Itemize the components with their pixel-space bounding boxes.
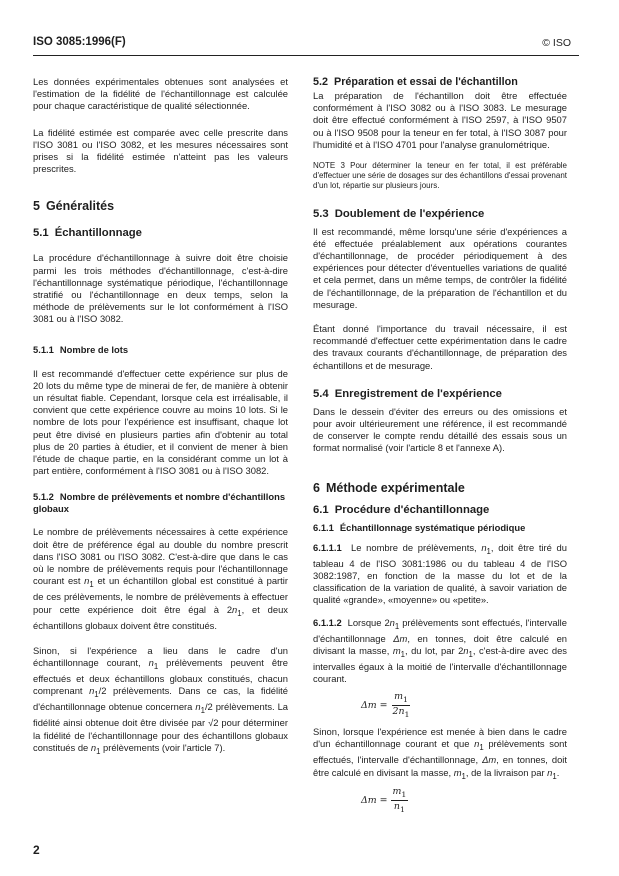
paragraph: La fidélité estimée est comparée avec celle prescrite dans l'ISO 3081 ou l'ISO 3082, et les mesures nécessaires sont prises si la fidélité estimée n'atteint pas les valeurs prescrites.	[33, 126, 288, 175]
paragraph: La procédure d'échantillonnage à suivre doit être choisie parmi les trois méthodes d'échantillonnage, c'est-à-dire l'échantillonnage systématique périodique, l'échantillonnage stratifié ou l'échantillonnage en deux temps, selon la méthode de prélèvements sur le lot conformément à l'ISO 3081 ou à l'ISO 3082.	[33, 252, 288, 325]
sqrt-symbol: √2	[208, 717, 219, 729]
paragraph: Sinon, si l'expérience a lieu dans le cadre d'un échantillonnage courant, $n_1$ prélèvements peuvent être effectués et deux échantillons globaux constitués, chacun comprenant $n_1/2$ prélèvements. Dans ce cas, la fidélité d'échantillonnage obtenue concernera $n_1/2$ prélèvements. La fidélité ainsi obtenue doit être divisée par √2 pour déterminer la fidélité de l'échantillonnage pour des échantillons globaux constitués de $n_1$ prélèvements (voir l'article 7).	[33, 644, 289, 756]
subsection-heading: 5.3 Doublement de l'expérience	[313, 207, 485, 220]
paragraph: La préparation de l'échantillon doit être effectuée conformément à l'ISO 3082 ou à l'ISO 3083. Le mesurage doit être effectué conformément à l'ISO 2597, à l'ISO 9507 ou à l'ISO 9508 pour la teneur en fer total, à l'ISO 3087 pour l'humidité et à l'ISO 4701 pour l'analyse granulométrique.	[313, 90, 567, 150]
paragraph: Étant donné l'importance du travail nécessaire, il est recommandé d'effectuer cette expérimentation dans le cadre des travaux courants d'échantillonnage, de préparation des échantillons et de mesurage.	[313, 323, 567, 371]
formula: Δm = $\frac{m_1}{n_1}$	[361, 785, 407, 814]
paragraph: Dans le dessein d'éviter des erreurs ou des omissions et pour avoir ultérieurement une référence, il est recommandé de conserver le compte rendu détaillé des essais sous un format normalisé (voir l'article 8 et l'annexe A).	[313, 405, 567, 454]
subsection-heading: 5.1 Échantillonnage	[33, 227, 142, 240]
formula: Δm = $\frac{m_1}{2n_1}$	[361, 691, 410, 720]
section-heading: 5 Généralités	[33, 199, 115, 214]
standard-reference: ISO 3085:1996(F)	[33, 36, 126, 48]
paragraph: 6.1.1.1 Le nombre de prélèvements, $n_1$, doit être tiré du tableau 4 de l'ISO 3081:1986 ou du tableau 4 de l'ISO 3082:1987, en fonction de la masse du lot et de la classification de la variation de qualité, à savoir variation de qualité «grande», «moyenne» ou «petite».	[313, 541, 567, 606]
page-number: 2	[33, 843, 40, 857]
paragraph: Les données expérimentales obtenues sont analysées et l'estimation de la fidélité de l'échantillonnage est calculée pour chaque caractéristique de qualité sélectionnée.	[33, 76, 288, 112]
clause-heading: 5.1.2 Nombre de prélèvements et nombre d'échantillons globaux	[33, 491, 286, 515]
subsection-heading: 5.2 Préparation et essai de l'échantillon	[313, 76, 518, 88]
section-heading: 6 Méthode expérimentale	[313, 480, 465, 495]
paragraph: Le nombre de prélèvements nécessaires à cette expérience doit être de préférence égal au double du nombre prescrit dans l'ISO 3081 ou l'ISO 3082. C'est-à-dire que dans le cas où le nombre de prélèvements requis pour l'échantillonnage courant est $n_1$ et un échantillon global est constitué à partir de ces prélèvements, le nombre de prélèvements à effectuer pour cette expérience doit être égal à $2n_1$, et deux échantillons globaux doivent être constitués.	[33, 526, 288, 631]
left-column	[33, 76, 288, 758]
note: NOTE 3 Pour déterminer la teneur en fer total, il est préférable d'effectuer une série de dosages sur des échantillons d'essai provenant d'un lot, répartie sur plusieurs jours.	[313, 161, 567, 191]
right-column	[313, 76, 567, 814]
clause-heading: 6.1.1 Échantillonnage systématique périodique	[313, 521, 526, 533]
subsection-heading: 6.1 Procédure d'échantillonnage	[313, 503, 490, 516]
subsection-heading: 5.4 Enregistrement de l'expérience	[313, 387, 502, 400]
paragraph: 6.1.1.2 Lorsque $2n_1$ prélèvements sont effectués, l'intervalle d'échantillonnage Δm, en tonnes, doit être calculé en divisant la masse, $m_1$, du lot, par $2n_1$, c'est-à-dire avec des intervalles égaux à la moitié de l'intervalle d'échantillonnage courant.	[313, 616, 568, 685]
paragraph: Il est recommandé, même lorsqu'une série d'expériences a été effectuée préalablement aux opérations courantes d'échantillonnage, de procéder périodiquement à des expériences pour détecter d'éventuelles variations de qualité et cela permet, dans un même temps, de contrôler la fidélité de l'échantillonnage, de la préparation de l'échantillon et du mesurage.	[313, 225, 567, 310]
header-rule	[33, 55, 579, 56]
paragraph: Sinon, lorsque l'expérience est menée à bien dans le cadre d'un échantillonnage courant et que $n_1$ prélèvements sont effectués, l'intervalle d'échantillonnage, Δm, en tonnes, doit être calculé en divisant la masse, $m_1$, de la livraison par $n_1$.	[313, 726, 567, 781]
copyright-mark: © ISO	[542, 37, 571, 49]
paragraph: Il est recommandé d'effectuer cette expérience sur plus de 20 lots du même type de minerai de fer, de manière à obtenir un résultat fiable. Cependant, lorsque cela est irréalisable, il convient que cette expérience couvre au moins 10 lots. Si le nombre de lots pour l'expérience est insuffisant, chaque lot peut être divisé en plusieurs parties afin d'obtenir au total plus de 20 parties à étudier, et il convient de mener à bien l'étude de chaque partie, en la considérant comme un lot à part entière, conformément à l'ISO 3081 ou à l'ISO 3082.	[33, 367, 288, 477]
clause-heading: 5.1.1 Nombre de lots	[33, 343, 129, 355]
